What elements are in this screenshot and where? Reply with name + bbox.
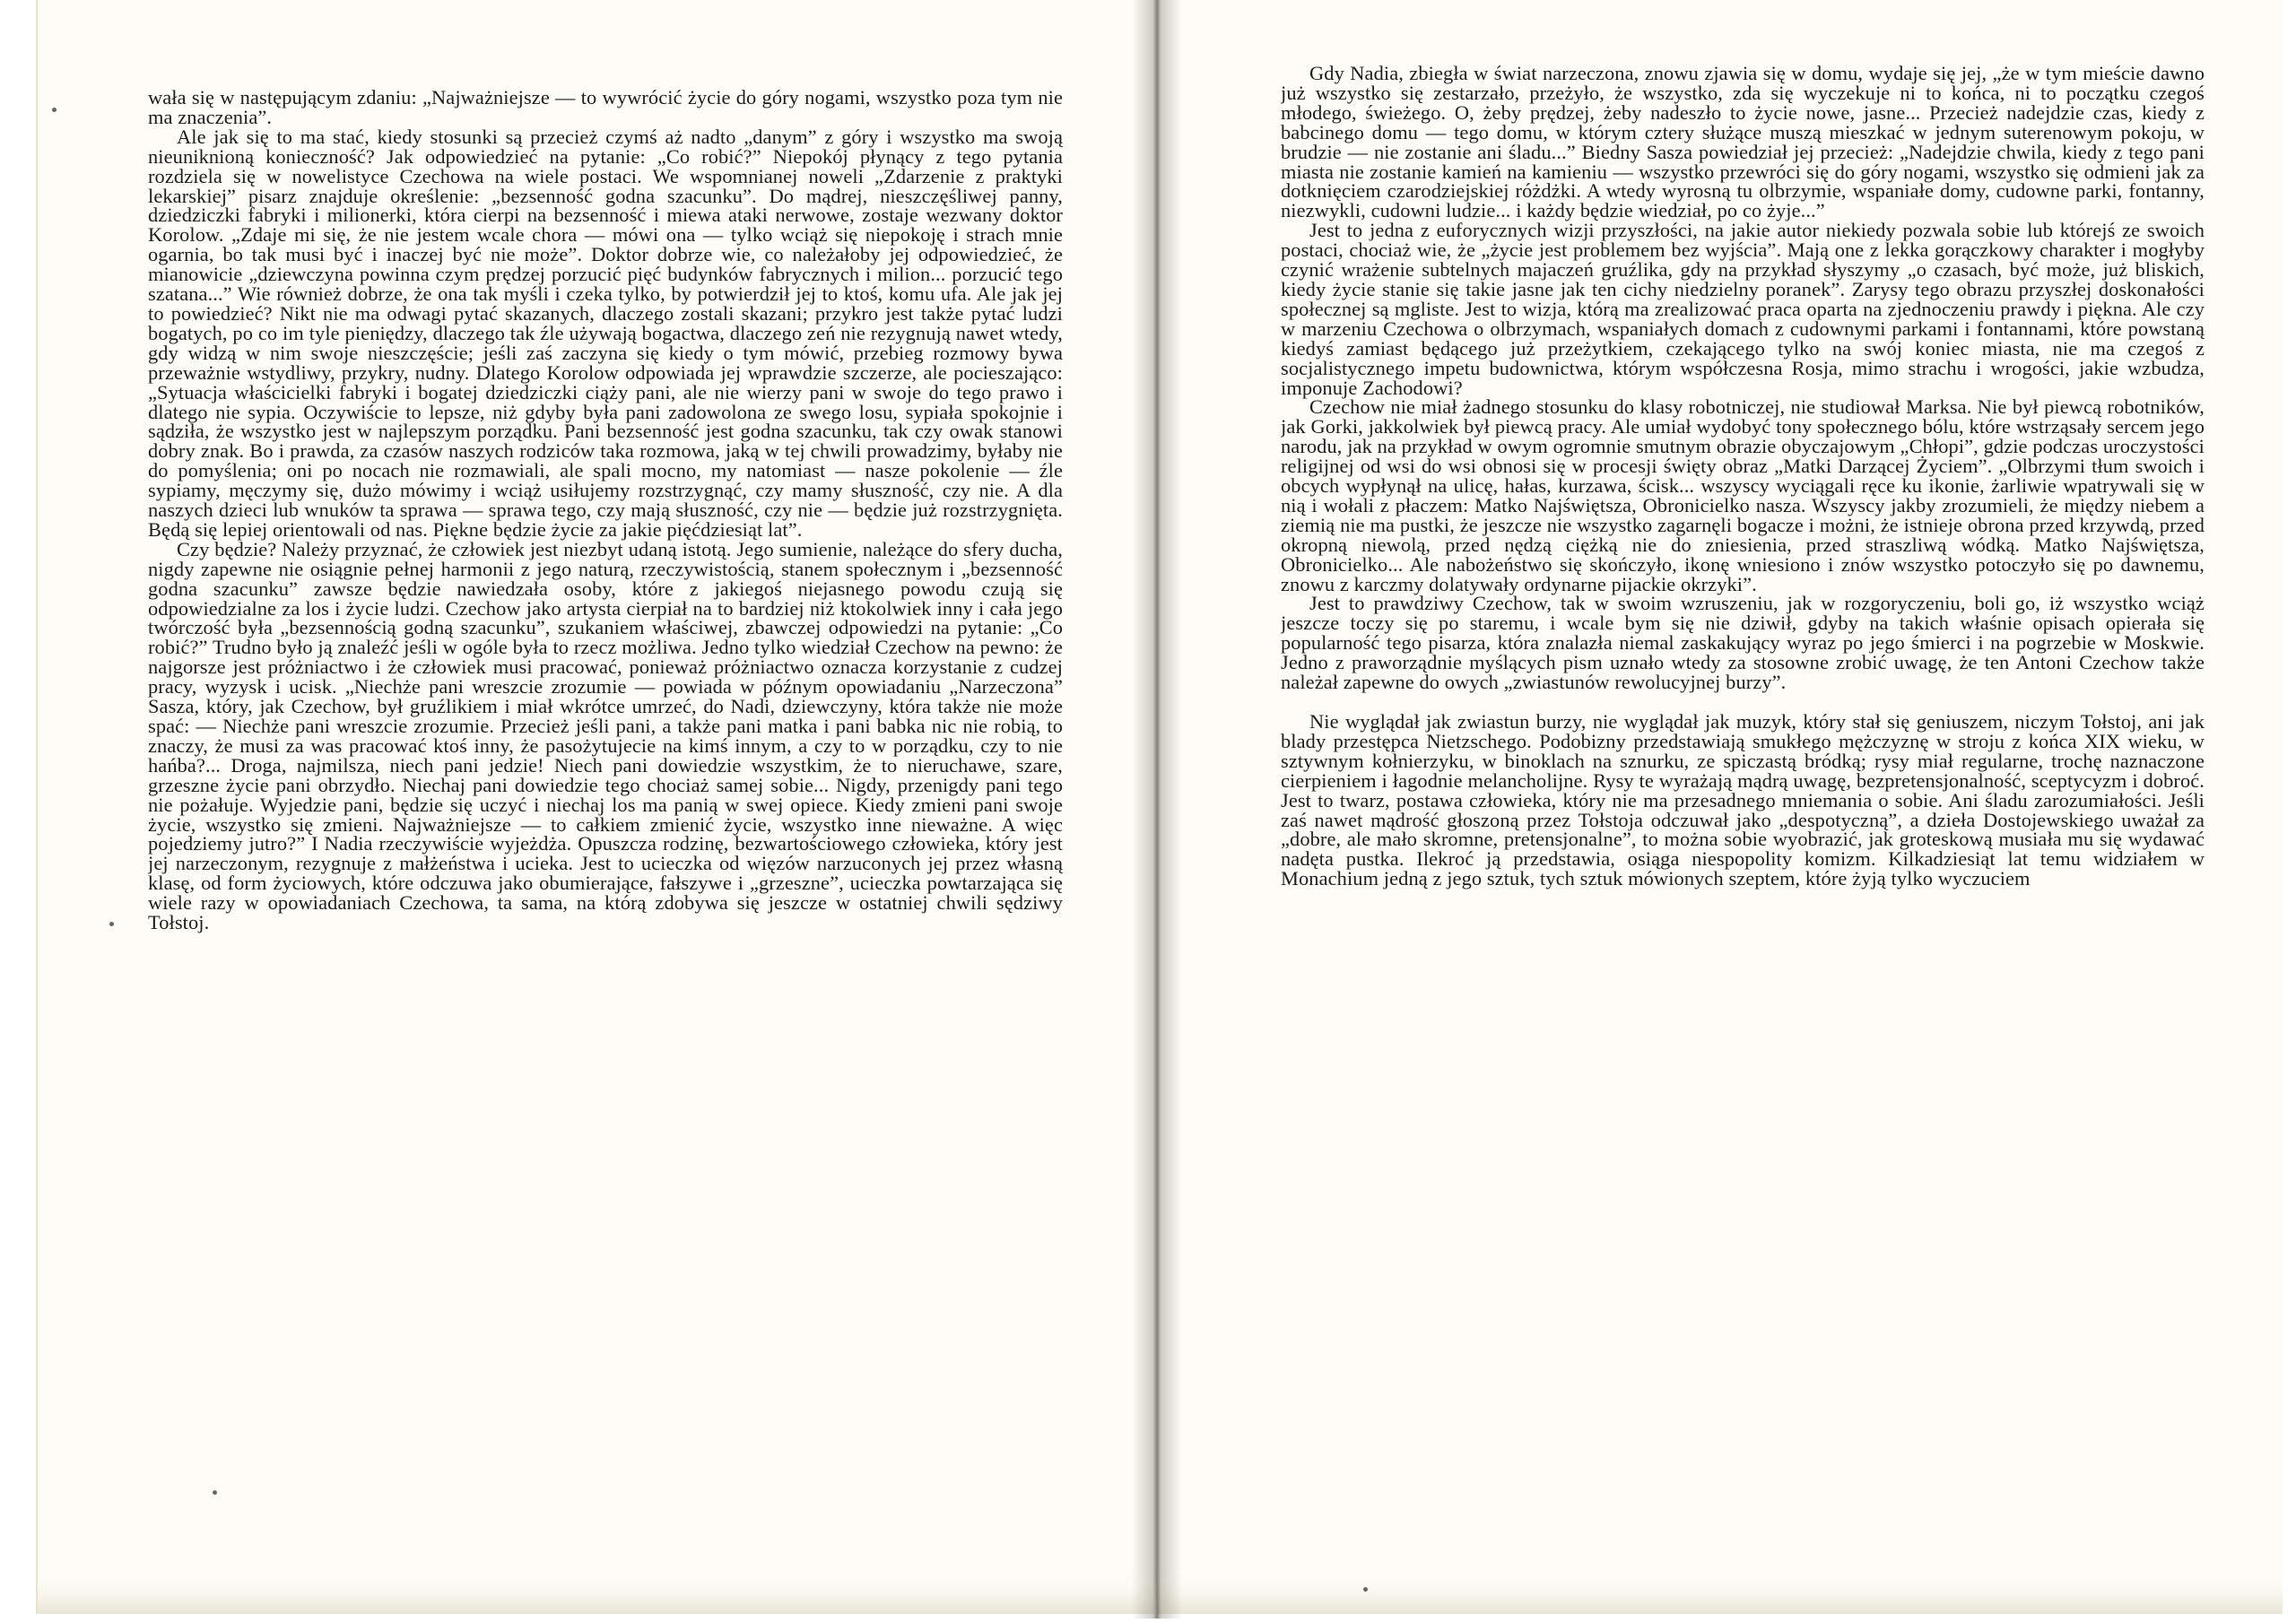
right-page-text <box>1281 64 2205 1570</box>
paragraph: Jest to jedna z euforycznych wizji przyszłości, na jakie autor niekiedy pozwala sobie lub którejś ze swoich postaci, chociaż wie, że „życie jest problemem bez wyjścia”. Mają one z lekka gorączkowy charakter i mogłyby czynić wrażenie subtelnych majaczeń gruźlika, gdy na przykład słyszymy „o czasach, być może, już bliskich, kiedy życie stanie się takie jasne jak ten cichy niedzielny poranek”. Zarysy tego obrazu przyszłej doskonałości społecznej są mgliste. Jest to wizja, którą ma zrealizować praca oparta na zjednoczeniu prawdy i piękna. Ale czy w marzeniu Czechowa o olbrzymach, wspaniałych domach z cudownymi parkami i fontannami, które powstaną kiedyś zamiast będącego już przeżytkiem, czekającego tylko na swój koniec miasta, nie ma czegoś z socjalistycznego impetu budownictwa, którym współczesna Rosja, mimo strachu i wrogości, jakie wzbudza, imponuje Zachodowi? <box>1281 219 2205 399</box>
margin-speck <box>109 922 114 926</box>
paragraph: Nie wyglądał jak zwiastun burzy, nie wyglądał jak muzyk, który stał się geniuszem, niczym Tołstoj, ani jak blady przestępca Nietzschego. Podobizny przedstawiają smukłego mężczyznę w stroju z końca XIX wieku, w sztywnym kołnierzyku, w binoklach na sznurku, ze spiczastą bródką; rysy miał regularne, trochę naznaczone cierpieniem i łagodnie melancholijne. Rysy te wyrażają mądrą uwagę, bezpretensjonalność, sceptycyzm i dobroć. Jest to twarz, postawa człowieka, który nie ma przesadnego mniemania o sobie. Ani śladu zarozumiałości. Jeśli zaś nawet mądrość głoszoną przez Tołstoja odczuwał jako „despotyczną”, a dzieła Dostojewskiego uważał za „dobre, ale mało skromne, pretensjonalne”, to można sobie wyobrazić, jak groteskową musiała mu się wydawać nadęta pustka. Ilekroć ją przedstawia, osiąga niespopolity komizm. Kilkadziesiąt lat temu widziałem w Monachium jedną z jego sztuk, tych sztuk mówionych szeptem, które żyją tylko wyczuciem <box>1281 710 2205 890</box>
margin-speck <box>52 108 57 112</box>
margin-speck <box>1363 1587 1368 1592</box>
paragraph: Ale jak się to ma stać, kiedy stosunki są przecież czymś aż nadto „danym” z góry i wszystko ma swoją nieuniknioną konieczność? Jak odpowiedzieć na pytanie: „Co robić?” Niepokój płynący z tego pytania rozdziela się w nowelistyce Czechowa na wiele postaci. We wspomnianej noweli „Zdarzenie z praktyki lekarskiej” pisarz znajduje określenie: „bezsenność godna szacunku”. Do mądrej, nieszczęśliwej panny, dziedziczki fabryki i milionerki, która cierpi na bezsenność i miewa ataki nerwowe, zostaje wezwany doktor Korolow. „Zdaje mi się, że nie jestem wcale chora — mówi ona — tylko wciąż się niepokoję i strach mnie ogarnia, bo tak musi być i inaczej być nie może”. Doktor dobrze wie, co należałoby jej odpowiedzieć, że mianowicie „dziewczyna powinna czym prędzej porzucić pięć budynków fabrycznych i milion... porzucić tego szatana...” Wie również dobrze, że ona tak myśli i czeka tylko, by potwierdził jej to ktoś, komu ufa. Ale jak jej to powiedzieć? Nikt nie ma odwagi pytać skazanych, dlaczego zostali skazani; przykro jest także pytać ludzi bogatych, po co im tyle pieniędzy, dlaczego tak źle używają bogactwa, dlaczego zeń nie rezygnują nawet wtedy, gdy widzą w nim swoje nieszczęście; jeśli zaś zaczyna się kiedy o tym mówić, przebieg rozmowy bywa przeważnie wstydliwy, przykry, nudny. Dlatego Korolow odpowiada jej wprawdzie szczerze, ale pocieszająco: „Sytuacja właścicielki fabryki i bogatej dziedziczki ciąży pani, ale nie wierzy pani w swoje do tego prawo i dlatego nie sypia. Oczywiście to lepsze, niż gdyby była pani zadowolona ze swego losu, sypiała spokojnie i sądziła, że wszystko jest w najlepszym porządku. Pani bezsenność jest godna szacunku, tak czy owak stanowi dobry znak. Bo i prawda, za czasów naszych rodziców taka rozmowa, jaką w tej chwili prowadzimy, byłaby nie do pomyślenia; oni po nocach nie rozmawiali, ale spali mocno, my natomiast — nasze pokolenie — źle sypiamy, męczymy się, dużo mówimy i wciąż usiłujemy rozstrzygnąć, czy mamy słuszność, czy nie. A dla naszych dzieci lub wnuków ta sprawa — sprawa tego, czy mają słuszność, czy nie — będzie już rozstrzygnięta. Będą się lepiej orientowali od nas. Piękne będzie życie za jakie pięćdziesiąt lat”. <box>148 125 1063 541</box>
book-gutter <box>1132 0 1182 1619</box>
paragraph: Czechow nie miał żadnego stosunku do klasy robotniczej, nie studiował Marksa. Nie był piewcą robotników, jak Gorki, jakkolwiek był piewcą pracy. Ale umiał wydobyć tony społecznego bólu, które wstrząsały sercem jego narodu, jak na przykład w owym ogromnie smutnym obrazie obyczajowym „Chłopi”, gdzie podczas uroczystości religijnej od wsi do wsi obnosi się w procesji święty obraz „Matki Darzącej Życiem”. „Olbrzymi tłum swoich i obcych wypłynął na ulicę, hałas, kurzawa, ścisk... wszyscy wyciągali ręce ku ikonie, żarliwie wpatrywali się w nią i wołali z płaczem: Matko Najświętsza, Obronicielko nasza. Wszyscy jakby zrozumieli, że między niebem a ziemią nie ma pustki, że jeszcze nie wszystko zagarnęli bogacze i możni, że istnieje obrona przed krzywdą, przed okropną niewolą, przed nędzą ciężką nie do zniesienia, przed straszliwą wódką. Matko Najświętsza, Obronicielko... Ale nabożeństwo się skończyło, ikonę wniesiono i znów wszystko potoczyło się po dawnemu, znowu z karczmy dolatywały ordynarne pijackie okrzyki”. <box>1281 395 2205 595</box>
paragraph: Czy będzie? Należy przyznać, że człowiek jest niezbyt udaną istotą. Jego sumienie, należące do sfery ducha, nigdy zapewne nie osiągnie pełnej harmonii z jego naturą, rzeczywistością, stanem społecznym i „bezsenność godna szacunku” zawsze będzie nawiedzała osoby, które z jakiegoś niejasnego powodu czują się odpowiedzialne za los i życie ludzi. Czechow jako artysta cierpiał na to bardziej niż ktokolwiek inny i cała jego twórczość była „bezsennością godną szacunku”, szukaniem właściwej, zbawczej odpowiedzi na pytanie: „Co robić?” Trudno było ją znaleźć jeśli w ogóle była to rzecz możliwa. Jedno tylko wiedział Czechow na pewno: że najgorsze jest próżniactwo i że człowiek musi pracować, ponieważ próżniactwo oznacza korzystanie z cudzej pracy, wyzysk i ucisk. „Niechże pani wreszcie zrozumie — powiada w późnym opowiadaniu „Narzeczona” Sasza, który, jak Czechow, był gruźlikiem i miał wkrótce umrzeć, do Nadi, dziewczyny, która także nie może spać: — Niechże pani wreszcie zrozumie. Przecież jeśli pani, a także pani matka i pani babka nic nie robią, to znaczy, że musi za was pracować ktoś inny, że pasożytujecie na kimś innym, a czy to w porządku, czy to nie hańba?... Droga, najmilsza, niech pani jedzie! Niech pani dowiedzie wszystkim, że to nieruchawe, szare, grzeszne życie pani obrzydło. Niechaj pani dowiedzie tego chociaż samej sobie... Nigdy, przenigdy pani tego nie pożałuje. Wyjedzie pani, będzie się uczyć i niechaj los ma panią w swej opiece. Kiedy zmieni pani swoje życie, wszystko się zmieni. Najważniejsze — to całkiem zmienić życie, wszystko inne nieważne. A więc pojedziemy jutro?” I Nadia rzeczywiście wyjeżdża. Opuszcza rodzinę, bezwartościowego człowieka, który jest jej narzeczonym, rezygnuje z małżeństwa i ucieka. Jest to ucieczka od więzów narzuconych jej przez własną klasę, od form życiowych, które odczuwa jako obumierające, fałszywe i „grzeszne”, ucieczka powtarzająca się wiele razy w opowiadaniach Czechowa, ta sama, na którą zdobywa się jeszcze w ostatniej chwili sędziwy Tołstoj. <box>148 537 1063 934</box>
paragraph: Gdy Nadia, zbiegła w świat narzeczona, znowu zjawia się w domu, wydaje się jej, „że w tym mieście dawno już wszystko się zestarzało, przeżyło, że wszystko, zda się wyczekuje ni to końca, ni to początku czegoś młodego, świeżego. O, żeby prędzej, żeby nadeszło to życie nowe, jasne... Przecież nadejdzie czas, kiedy z babcinego domu — tego domu, w którym cztery służące muszą mieszkać w jednym suterenowym pokoju, w brudzie — nie zostanie ani śladu...” Biedny Sasza powiedział jej przecież: „Nadejdzie chwila, kiedy z tego pani miasta nie zostanie kamień na kamieniu — wszystko przewróci się do góry nogami, wszystko się odmieni jak za dotknięciem czarodziejskiej różdżki. A wtedy wyrosną tu olbrzymie, wspaniałe domy, cudowne parki, fontanny, niezwykli, cudowni ludzie... i każdy będzie wiedział, po co żyje...” <box>1281 64 2205 222</box>
paragraph: wała się w następującym zdaniu: „Najważniejsze — to wywrócić życie do góry nogami, wszystko poza tym nie ma znaczenia”. <box>148 88 1063 128</box>
left-page-text <box>148 88 1063 1487</box>
paragraph: Jest to prawdziwy Czechow, tak w swoim wzruszeniu, jak w rozgoryczeniu, boli go, iż wszystko wciąż jeszcze toczy się po staremu, i wcale bym się nie dziwił, gdyby na takich właśnie opisach opierała się popularność tego pisarza, która znalazła niemal zaskakujący wyraz po jego śmierci i na pogrzebie w Moskwie. Jedno z praworządnie myślących pism uznało wtedy za stosowne zrobić uwagę, że ten Antoni Czechow także należał zapewne do owych „zwiastunów rewolucyjnej burzy”. <box>1281 592 2205 694</box>
margin-speck <box>213 1490 217 1495</box>
